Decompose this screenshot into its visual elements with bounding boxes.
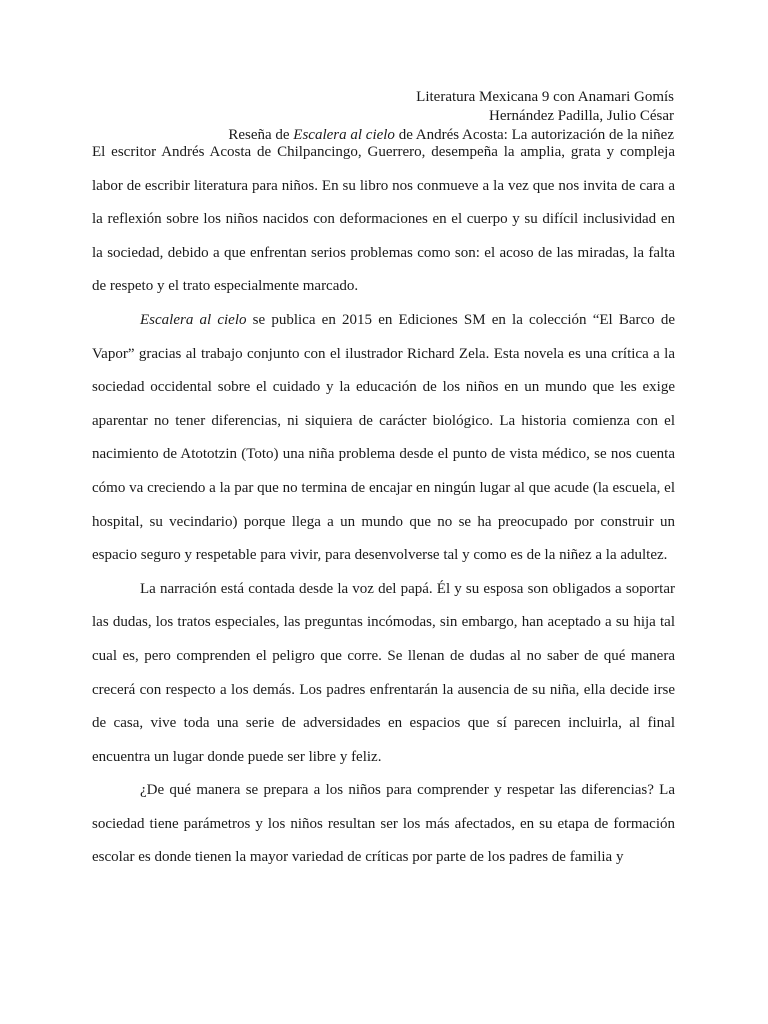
paragraph-3: La narración está contada desde la voz del papá. Él y su esposa son obligados a soportar las dudas, los tratos especiales, las preguntas incómodas, sin embargo, han aceptado a su hija tal cual es, pero comprenden el peligro que corre. Se llenan de dudas al no saber de qué manera crecerá con respecto a los demás. Los padres enfrentarán la ausencia de su niña, ella decide irse de casa, vive toda una serie de adversidades en espacios que sí parecen incluirla, al final encuentra un lugar donde puede ser libre y feliz.: [92, 580, 675, 765]
review-title-prefix: Reseña de: [228, 127, 294, 143]
paragraph-1: El escritor Andrés Acosta de Chilpancingo, Guerrero, desempeña la amplia, grata y compleja labor de escribir literatura para niños. En su libro nos conmueve a la vez que nos invita de cara a la reflexión sobre los niños nacidos con deformaciones en el cuerpo y su difícil inclusividad en la sociedad, debido a que enfrentan serios problemas como son: el acoso de las miradas, la falta de respeto y el trato especialmente marcado.: [92, 144, 675, 295]
author-line: Hernández Padilla, Julio César: [489, 108, 674, 124]
review-title-suffix: de Andrés Acosta: La autorización de la niñez: [394, 127, 674, 143]
paragraph-2-text: se publica en 2015 en Ediciones SM en la colección “El Barco de Vapor” gracias al trabajo conjunto con el ilustrador Richard Zela. Esta novela es una crítica a la sociedad occidental sobre el cuidado y la educación de los niños en un mundo que les exige aparentar no tener diferencias, ni siquiera de carácter biológico. La historia comienza con el nacimiento de Atototzin (Toto) una niña problema desde el punto de vista médico, se nos cuenta cómo va creciendo a la par que no termina de encajar en ningún lugar al que acude (la escuela, el hospital, su vecindario) porque llega a un mundo que no se ha preocupado por construir un espacio seguro y respetable para vivir, para desenvolverse tal y como es de la niñez a la adultez.: [92, 311, 676, 564]
review-book-title: Escalera al cielo: [293, 127, 395, 143]
document-body: [92, 136, 675, 875]
course-line: Literatura Mexicana 9 con Anamari Gomís: [416, 89, 674, 105]
paragraph-2-book-title: Escalera al cielo: [140, 311, 247, 328]
paragraph-4: ¿De qué manera se prepara a los niños para comprender y respetar las diferencias? La sociedad tiene parámetros y los niños resultan ser los más afectados, en su etapa de formación escolar es donde tienen la mayor variedad de críticas por parte de los padres de familia y: [92, 782, 675, 866]
paragraph-2: [92, 304, 675, 573]
